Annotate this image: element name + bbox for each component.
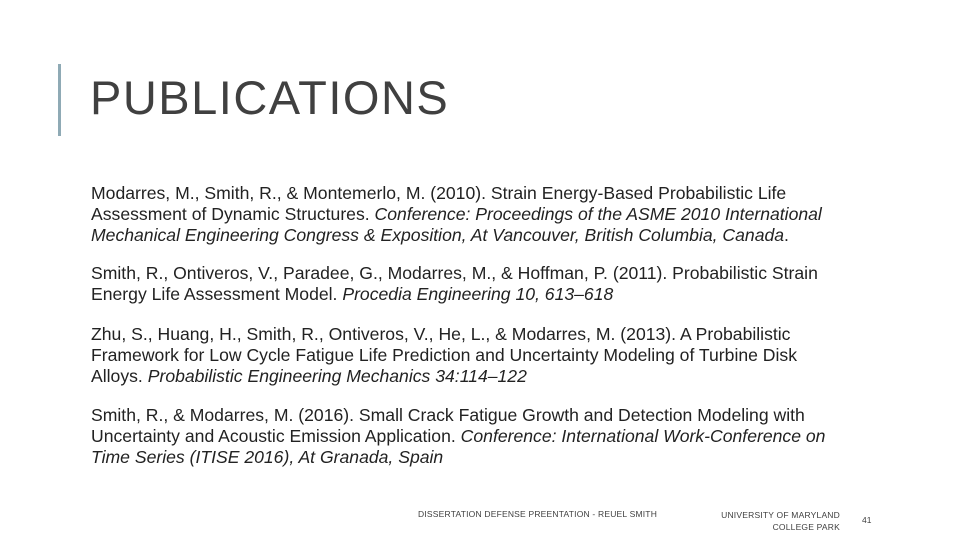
publication-citation: Zhu, S., Huang, H., Smith, R., Ontiveros, V., He, L., & Modarres, M. (2013). A Probabilistic Framework for Low Cycle Fatigue Life Prediction and Uncertainty Modeling of Turbine Disk Alloys. — [91, 324, 798, 386]
publication-item — [91, 263, 851, 305]
publication-item — [91, 183, 851, 246]
title-accent-bar — [58, 64, 61, 136]
publication-citation: Smith, R., & Modarres, M. (2016). Small Crack Fatigue Growth and Detection Modeling with Uncertainty and Acoustic Emission Application. — [91, 405, 805, 446]
publication-list — [91, 183, 851, 485]
footer-presentation-title: DISSERTATION DEFENSE PREENTATION - REUEL SMITH — [418, 509, 658, 519]
publication-venue: Procedia Engineering 10, 613–618 — [342, 284, 614, 304]
footer-university-line1: UNIVERSITY OF MARYLAND — [721, 510, 840, 520]
publication-item — [91, 324, 851, 387]
publication-citation: Modarres, M., Smith, R., & Montemerlo, M. (2010). Strain Energy-Based Probabilistic Life Assessment of Dynamic Structures. — [91, 183, 787, 224]
publication-venue: Conference: Proceedings of the ASME 2010 International Mechanical Engineering Congress & Exposition, At Vancouver, British Columbia, Canada — [91, 204, 822, 245]
page-number: 41 — [862, 515, 872, 525]
footer-university — [721, 509, 840, 533]
publication-item — [91, 405, 851, 468]
publication-venue: Conference: International Work-Conference on Time Series (ITISE 2016), At Granada, Spain — [91, 426, 826, 467]
publication-citation: Smith, R., Ontiveros, V., Paradee, G., Modarres, M., & Hoffman, P. (2011). Probabilistic Strain Energy Life Assessment Model. — [91, 263, 818, 304]
publication-tail: . — [784, 225, 789, 245]
footer-university-line2: COLLEGE PARK — [772, 522, 840, 532]
slide-title: PUBLICATIONS — [90, 71, 450, 124]
publication-venue: Probabilistic Engineering Mechanics 34:114–122 — [147, 366, 527, 386]
